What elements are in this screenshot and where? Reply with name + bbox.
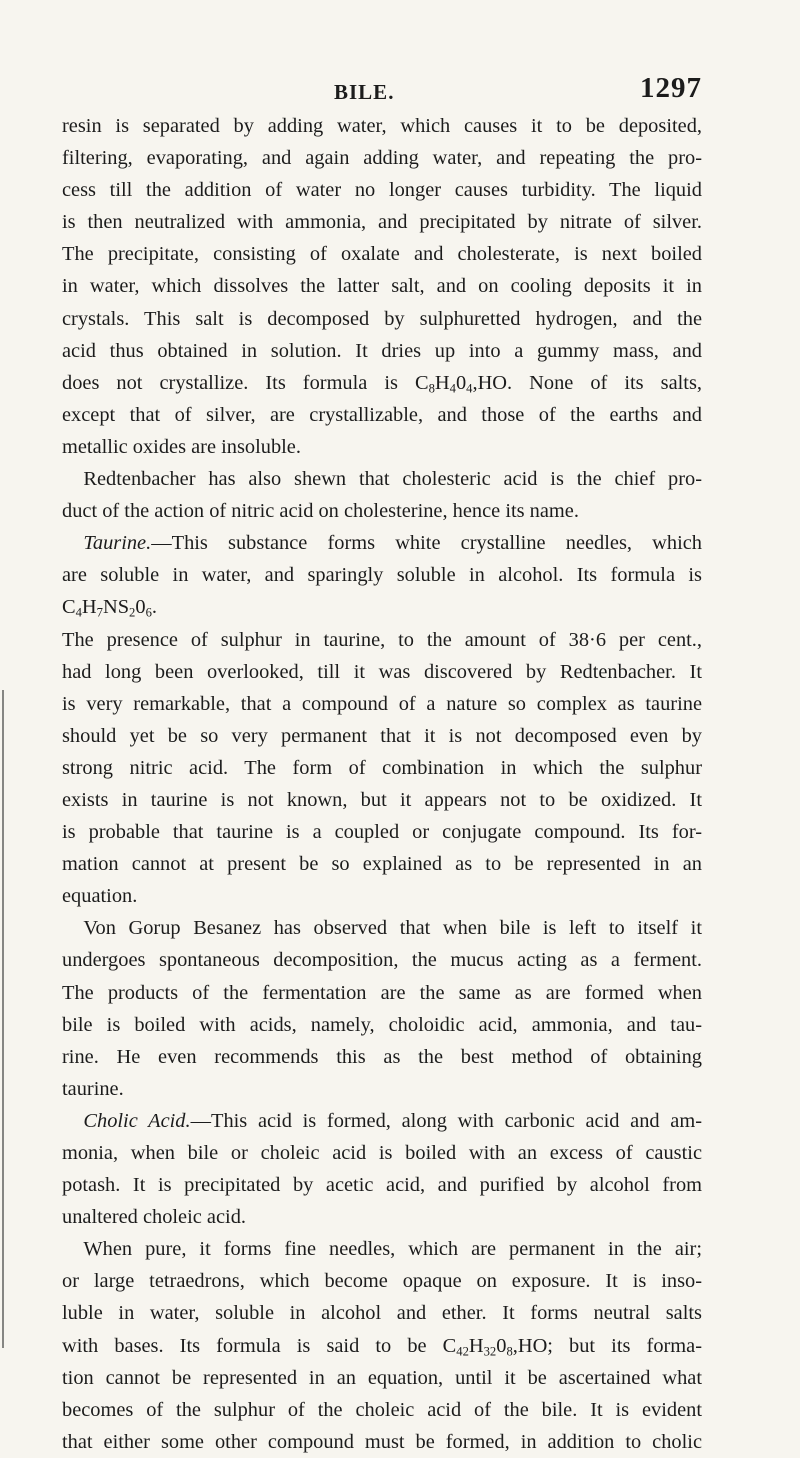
text-line: exists in taurine is not known, but it appears not to be oxidized. It — [62, 788, 702, 811]
text-line: metallic oxides are insoluble. — [62, 435, 301, 458]
text-fragment: —This substance forms white crystalline needles, which — [151, 532, 702, 555]
text-line: Redtenbacher has also shewn that cholesteric acid is the chief pro- — [83, 468, 702, 491]
text-line: rine. He even recommends this as the best method of obtaining — [62, 1045, 702, 1068]
text-line: that either some other compound must be formed, in addition to cholic — [62, 1430, 702, 1453]
text-fragment: —This acid is formed, along with carbonic acid and am- — [190, 1109, 702, 1132]
section-term-cholic-acid: Cholic Acid. — [83, 1109, 191, 1132]
text-line: except that of silver, are crystallizable, and those of the earths and — [62, 403, 702, 426]
text-line: equation. — [62, 885, 138, 908]
subscript: 6 — [145, 605, 152, 620]
text-line: tion cannot be represented in an equation, until it be ascertained what — [62, 1366, 702, 1389]
text-line: mation cannot at present be so explained as to be represented in an — [62, 853, 702, 876]
text-fragment: H — [81, 596, 97, 619]
subscript: 7 — [96, 605, 103, 620]
section-heading-line — [62, 1105, 702, 1137]
body-text — [62, 110, 702, 1458]
text-line: should yet be so very permanent that it is not decomposed even by — [62, 724, 702, 747]
text-line: When pure, it forms fine needles, which are permanent in the air; — [83, 1238, 702, 1261]
text-line: strong nitric acid. The form of combination in which the sulphur — [62, 756, 702, 779]
subscript: 4 — [449, 381, 456, 396]
text-line: is probable that taurine is a coupled or conjugate compound. Its for- — [62, 821, 702, 844]
subscript: 8 — [506, 1344, 513, 1359]
text-fragment: with bases. Its formula is said to be C — [62, 1334, 457, 1357]
text-line: becomes of the sulphur of the choleic acid of the bile. It is evident — [62, 1398, 702, 1421]
text-line: is then neutralized with ammonia, and precipitated by nitrate of silver. — [62, 211, 702, 234]
text-line: cess till the addition of water no longer causes turbidity. The liquid — [62, 179, 702, 202]
text-fragment: C — [62, 596, 76, 619]
text-line: had long been overlooked, till it was discovered by Redtenbacher. It — [62, 660, 702, 683]
text-line: bile is boiled with acids, namely, choloidic acid, ammonia, and tau- — [62, 1013, 702, 1036]
text-line: taurine. — [62, 1077, 124, 1100]
text-line: duct of the action of nitric acid on cholesterine, hence its name. — [62, 500, 579, 523]
section-heading-line — [62, 527, 702, 559]
text-line: are soluble in water, and sparingly soluble in alcohol. Its formula is — [62, 564, 702, 587]
text-fragment: H — [468, 1334, 484, 1357]
text-line: The precipitate, consisting of oxalate and cholesterate, is next boiled — [62, 243, 702, 266]
text-line-formula — [62, 367, 702, 399]
text-line: or large tetraedrons, which become opaque on exposure. It is inso- — [62, 1270, 702, 1293]
subscript: 8 — [428, 381, 435, 396]
text-fragment: does not crystallize. Its formula is C — [62, 371, 429, 394]
text-line: acid thus obtained in solution. It dries up into a gummy mass, and — [62, 339, 702, 362]
text-fragment: ,HO; but its forma- — [512, 1334, 702, 1357]
text-line: potash. It is precipitated by acetic acid, and purified by alcohol from — [62, 1174, 702, 1197]
text-fragment: . — [151, 596, 157, 619]
subscript: 2 — [129, 605, 136, 620]
text-line: Von Gorup Besanez has observed that when bile is left to itself it — [83, 917, 702, 940]
subscript: 32 — [483, 1344, 497, 1359]
section-term-taurine: Taurine. — [83, 532, 152, 555]
text-fragment: NS — [102, 596, 130, 619]
text-line: undergoes spontaneous decomposition, the mucus acting as a ferment. — [62, 949, 702, 972]
page-number: 1297 — [640, 72, 702, 104]
text-line: monia, when bile or choleic acid is boiled with an excess of caustic — [62, 1142, 702, 1164]
text-line: The presence of sulphur in taurine, to the amount of 38·6 per cent., — [62, 628, 702, 651]
text-fragment: H — [434, 371, 450, 394]
page-header — [0, 68, 800, 108]
text-line: crystals. This salt is decomposed by sulphuretted hydrogen, and the — [62, 307, 702, 330]
binding-edge-shadow — [2, 690, 4, 1348]
text-line: resin is separated by adding water, which causes it to be deposited, — [62, 115, 702, 137]
running-title: BILE. — [334, 80, 395, 104]
text-line-formula — [62, 1330, 702, 1362]
subscript: 42 — [456, 1344, 469, 1359]
text-fragment: 0 — [496, 1334, 507, 1357]
text-line: The products of the fermentation are the same as are formed when — [62, 981, 702, 1004]
subscript: 4 — [75, 605, 82, 620]
text-fragment: 0 — [455, 371, 467, 394]
text-fragment: ,HO. None of its salts, — [472, 371, 702, 394]
text-line: unaltered choleic acid. — [62, 1206, 246, 1229]
text-line: filtering, evaporating, and again adding water, and repeating the pro- — [62, 147, 702, 170]
subscript: 4 — [466, 381, 473, 396]
text-line: in water, which dissolves the latter salt, and on cooling deposits it in — [62, 275, 702, 298]
text-fragment: 0 — [135, 596, 146, 619]
text-line: luble in water, soluble in alcohol and ether. It forms neutral salts — [62, 1302, 702, 1325]
text-line: is very remarkable, that a compound of a nature so complex as taurine — [62, 692, 702, 715]
text-line-formula — [62, 591, 702, 623]
